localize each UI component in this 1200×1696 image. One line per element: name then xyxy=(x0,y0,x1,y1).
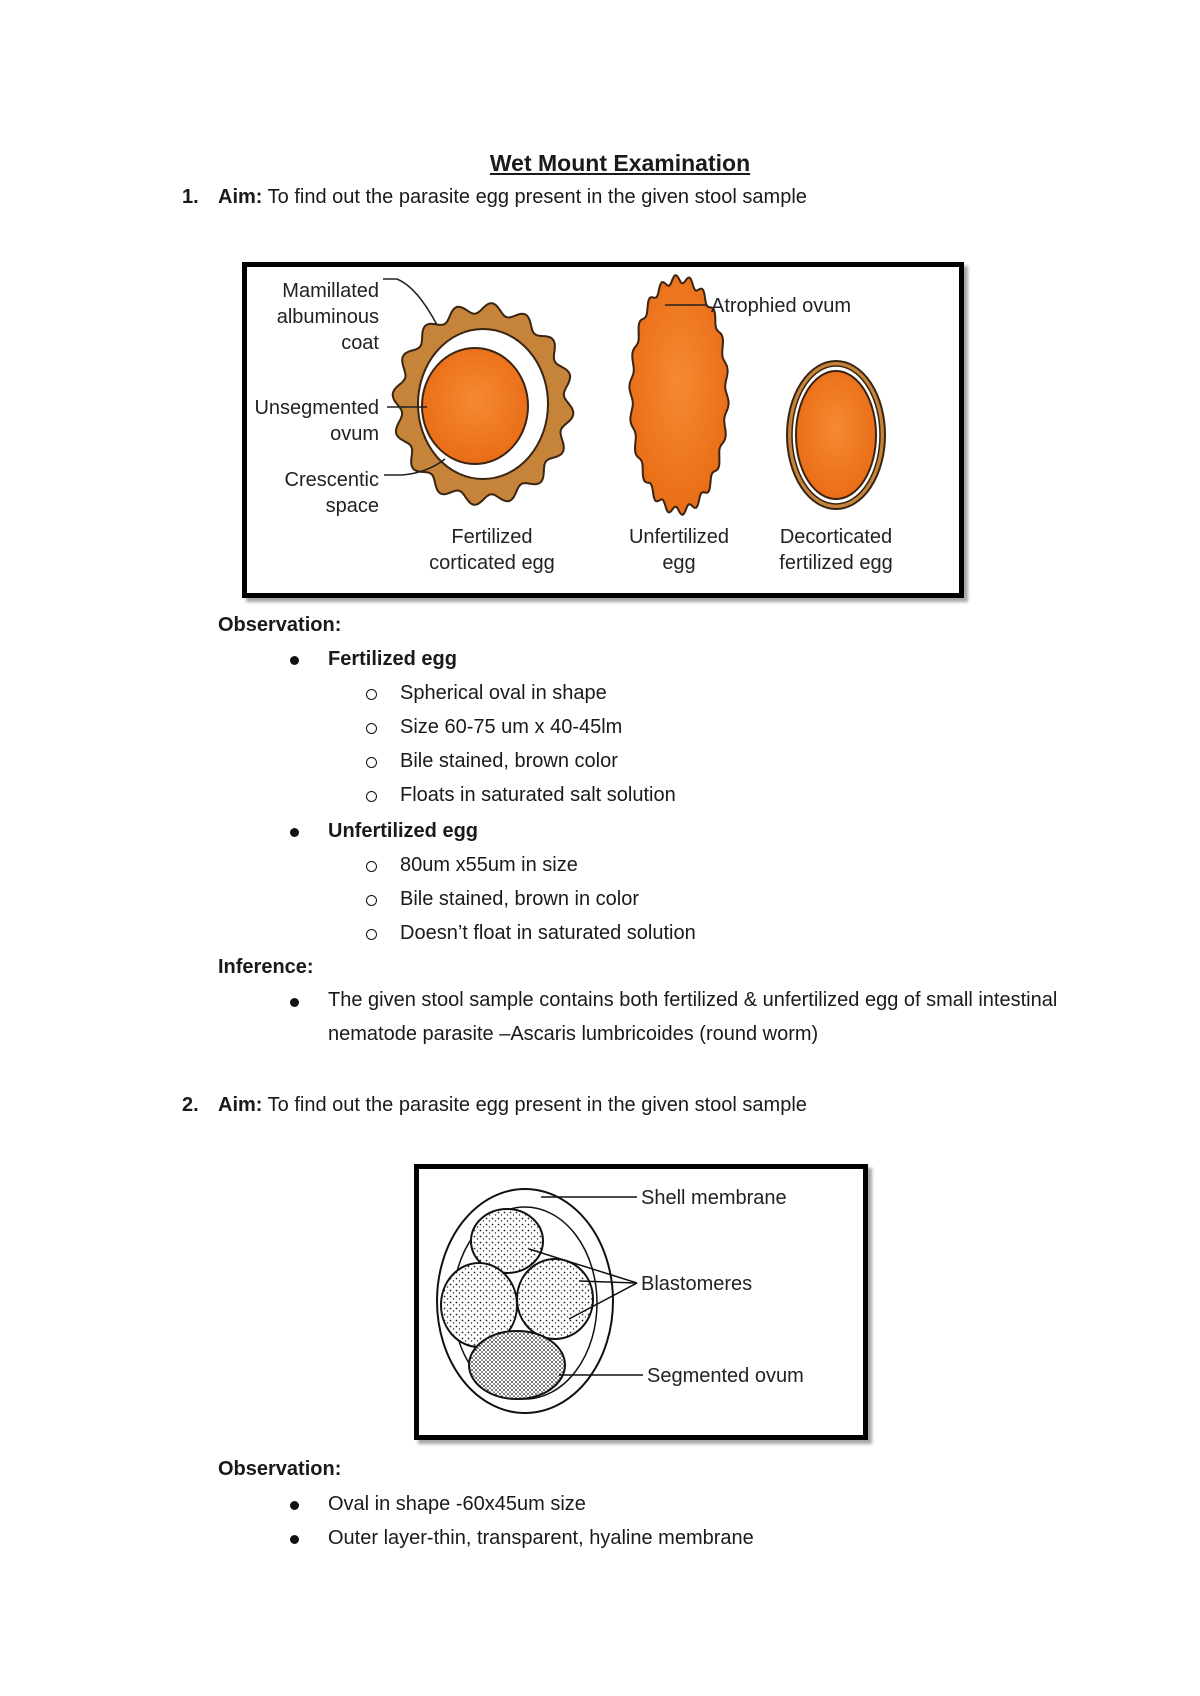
label-unfertilized-2: egg xyxy=(662,552,696,574)
bullet-ring xyxy=(366,757,377,768)
label-segmented-ovum: Segmented ovum xyxy=(647,1365,804,1387)
bullet-ring xyxy=(366,689,377,700)
ascaris-egg-diagram xyxy=(247,267,959,593)
observation-item: Spherical oval in shape xyxy=(400,682,607,704)
bullet-dot xyxy=(290,1535,299,1544)
label-atrophied: Atrophied ovum xyxy=(711,295,852,317)
observation-heading: Unfertilized egg xyxy=(328,820,479,842)
bullet-ring xyxy=(366,895,377,906)
observation-item: Outer layer-thin, transparent, hyaline membrane xyxy=(328,1527,754,1549)
label-unsegmented-2: ovum xyxy=(330,423,379,445)
bullet-dot xyxy=(290,828,299,837)
observation-label-2: Observation: xyxy=(218,1458,342,1480)
label-fertilized-1: Fertilized xyxy=(451,526,533,548)
observation-item: Doesn’t float in saturated solution xyxy=(400,922,696,944)
bullet-dot xyxy=(290,656,299,665)
label-unfertilized-1: Unfertilized xyxy=(628,526,730,548)
label-crescentic-1: Crescentic xyxy=(284,469,379,491)
unsegmented-ovum-shape xyxy=(422,348,528,464)
segmented-ovum-diagram xyxy=(419,1169,863,1435)
observation-item: 80um x55um in size xyxy=(400,854,578,876)
bullet-ring xyxy=(366,723,377,734)
aim-2 xyxy=(182,1094,807,1117)
inference-text: The given stool sample contains both fertilized & unfertilized egg of small intestinal nematode parasite –Ascaris lumbricoides (round worm) xyxy=(328,989,1058,1045)
bullet-dot xyxy=(290,998,299,1007)
observation-heading: Fertilized egg xyxy=(328,648,457,670)
blastomere-shape xyxy=(469,1331,565,1399)
label-mamillated-3: coat xyxy=(341,332,379,354)
label-unsegmented-1: Unsegmented xyxy=(254,397,379,419)
decorticated-ovum-shape xyxy=(796,371,876,499)
label-mamillated-1: Mamillated xyxy=(282,280,379,302)
page-title: Wet Mount Examination xyxy=(489,150,751,176)
bullet-ring xyxy=(366,929,377,940)
mamillated-leader xyxy=(383,279,437,325)
blastomere-shape xyxy=(517,1259,593,1339)
label-blastomeres: Blastomeres xyxy=(641,1273,753,1295)
segmented-ovum-figure xyxy=(414,1164,868,1440)
observation-item: Oval in shape -60x45um size xyxy=(328,1493,586,1515)
label-fertilized-2: corticated egg xyxy=(429,552,555,574)
aim-text: To find out the parasite egg present in the given stool sample xyxy=(267,1094,807,1116)
observation-item: Size 60-75 um x 40-45lm xyxy=(400,716,623,738)
aim-1 xyxy=(182,186,807,209)
bullet-ring xyxy=(366,791,377,802)
label-shell-membrane: Shell membrane xyxy=(641,1187,787,1209)
label-crescentic-2: space xyxy=(325,495,379,517)
aim-label: Aim: xyxy=(218,1094,263,1116)
label-decorticated-2: fertilized egg xyxy=(779,552,893,574)
ascaris-egg-figure xyxy=(242,262,964,598)
observation-label-1: Observation: xyxy=(218,614,342,636)
label-decorticated-1: Decorticated xyxy=(779,526,893,548)
observation-item: Bile stained, brown in color xyxy=(400,888,640,910)
section-number: 1. xyxy=(182,186,199,208)
aim-text: To find out the parasite egg present in the given stool sample xyxy=(267,186,807,208)
section-number: 2. xyxy=(182,1094,199,1116)
inference-label: Inference: xyxy=(218,956,314,978)
aim-label: Aim: xyxy=(218,186,263,208)
observation-item: Bile stained, brown color xyxy=(400,750,618,772)
bullet-dot xyxy=(290,1501,299,1510)
label-mamillated-2: albuminous xyxy=(276,306,379,328)
observation-item: Floats in saturated salt solution xyxy=(400,784,676,806)
bullet-ring xyxy=(366,861,377,872)
